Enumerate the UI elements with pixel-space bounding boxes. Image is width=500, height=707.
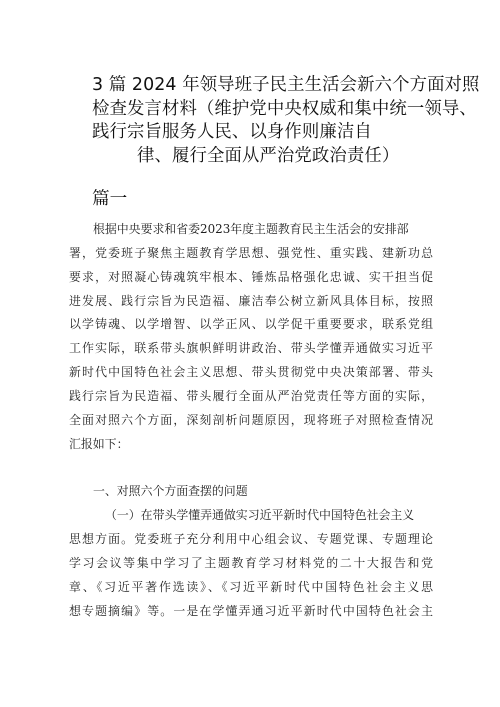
body-paragraph bbox=[69, 504, 433, 623]
section-heading: 篇一 bbox=[92, 189, 128, 209]
paragraph-line: 汇报如下： bbox=[69, 436, 129, 451]
paragraph-line: 思想方面。党委班子充分利用中心组会议、专题党课、专题理论 bbox=[69, 531, 433, 546]
title-line: 检查发言材料（维护党中央权威和集中统一领导、 bbox=[92, 98, 477, 119]
paragraph-line: 想专题摘编》等。一是在学懂弄通习近平新时代中国特色社会主 bbox=[69, 603, 433, 618]
paragraph-line: 践行宗旨为民造福、带头履行全面从严治党责任等方面的实际， bbox=[69, 388, 433, 403]
title-line: 3 篇 2024 年领导班子民主生活会新六个方面对照 bbox=[92, 75, 480, 95]
paragraph-line: 章、《习近平著作选读》、《习近平新时代中国特色社会主义思 bbox=[69, 579, 433, 594]
paragraph-line: 以学铸魂、以学增智、以学正风、以学促干重要要求，联系党组 bbox=[69, 317, 433, 332]
body-paragraph bbox=[69, 218, 433, 456]
paragraph-line: （一）在带头学懂弄通做实习近平新时代中国特色社会主义 bbox=[105, 508, 415, 522]
paragraph-line: 根据中央要求和省委2023年度主题教育民主生活会的安排部 bbox=[93, 222, 409, 236]
paragraph-line: 进发展、践行宗旨为民造福、廉洁奉公树立新风具体目标，按照 bbox=[69, 293, 433, 308]
document-title bbox=[92, 74, 480, 168]
paragraph-line: 要求，对照凝心铸魂筑牢根本、锤炼品格强化忠诚、实干担当促 bbox=[69, 269, 433, 284]
paragraph-line: 署，党委班子聚焦主题教育学思想、强党性、重实践、建新功总 bbox=[69, 245, 433, 260]
paragraph-line: 学习会议等集中学习了主题教育学习材料党的二十大报告和党 bbox=[69, 555, 433, 570]
title-line: 践行宗旨服务人民、以身作则廉洁自 bbox=[92, 122, 372, 142]
subsection-heading: 一、对照六个方面查摆的问题 bbox=[93, 484, 248, 498]
paragraph-line: 全面对照六个方面，深刻剖析问题原因，现将班子对照检查情况 bbox=[69, 412, 433, 427]
paragraph-line: 新时代中国特色社会主义思想、带头贯彻党中央决策部署、带头 bbox=[69, 365, 433, 380]
paragraph-line: 工作实际，联系带头旗帜鲜明讲政治、带头学懂弄通做实习近平 bbox=[69, 341, 433, 356]
title-line: 律、履行全面从严治党政治责任） bbox=[137, 145, 400, 166]
